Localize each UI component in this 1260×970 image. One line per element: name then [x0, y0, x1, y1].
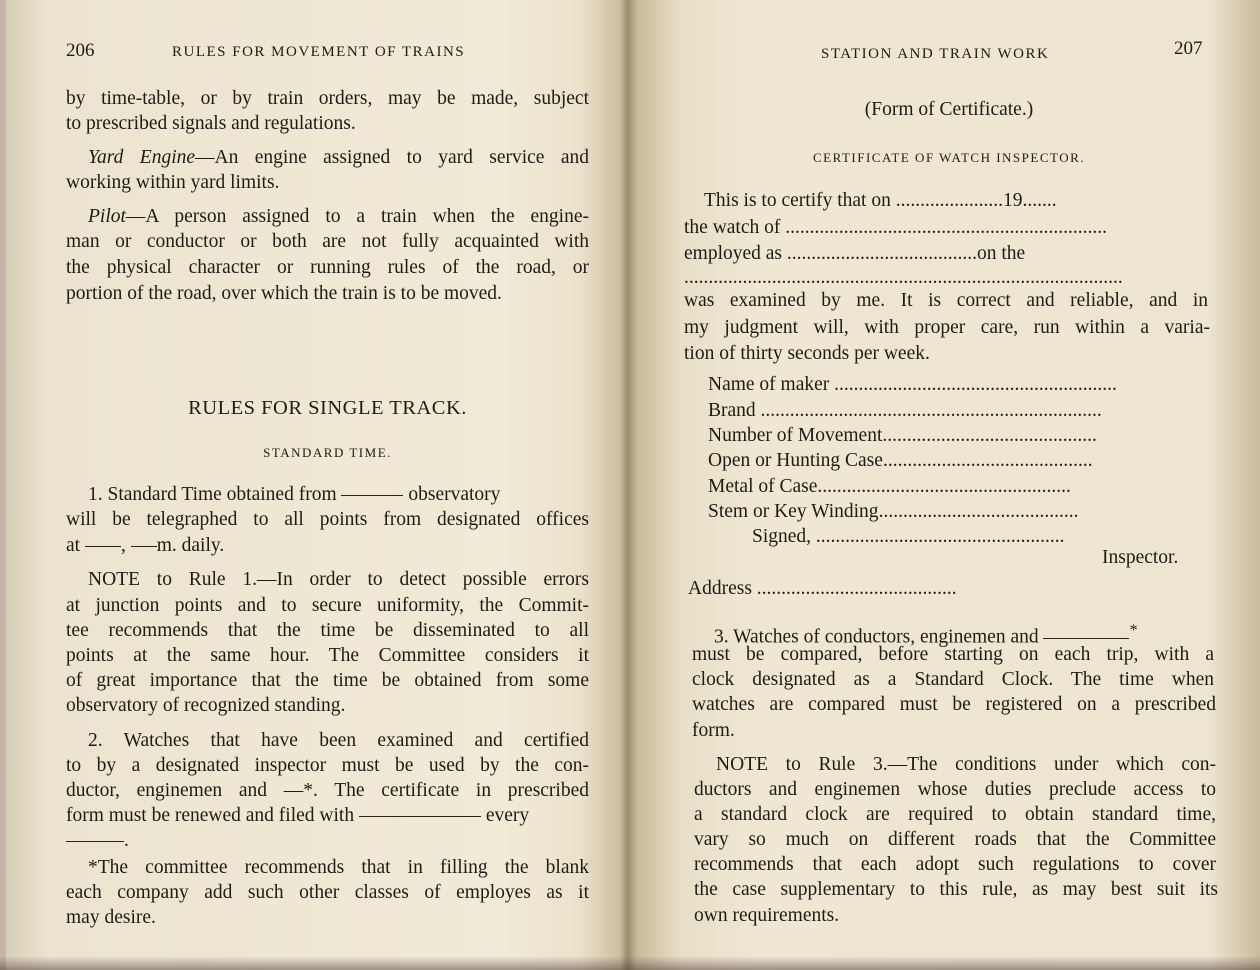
paragraph-line: tion of thirty seconds per week. — [684, 343, 930, 364]
paragraph-line: observatory of recognized standing. — [66, 695, 346, 716]
form-field: Number of Movement............................................ — [708, 425, 1097, 446]
paragraph-line: working within yard limits. — [66, 172, 280, 193]
rule-1-text: m. daily. — [156, 535, 225, 556]
rule-2-text: every — [485, 805, 530, 826]
right-page — [630, 0, 1260, 970]
rule-1-line — [88, 482, 589, 508]
right-page-number: 207 — [1174, 38, 1203, 59]
paragraph-line: my judgment will, with proper care, run within a varia- — [684, 317, 1210, 338]
certificate-text: on the — [977, 243, 1026, 264]
left-page-number: 206 — [66, 40, 95, 61]
form-title: (Form of Certificate.) — [864, 99, 1034, 120]
rule-1-text: at — [66, 535, 81, 556]
paragraph-line: watches are compared must be registered on a prescribed — [692, 694, 1216, 715]
term-pilot: Pilot — [88, 206, 126, 227]
blank-line — [1043, 638, 1129, 639]
certificate-text: the watch of — [684, 217, 781, 238]
form-field: Stem or Key Winding......................................... — [708, 501, 1079, 522]
certificate-title: CERTIFICATE OF WATCH INSPECTOR. — [812, 150, 1086, 165]
rule-2-text: . — [124, 830, 129, 851]
paragraph-line: a standard clock are required to obtain standard time, — [694, 804, 1216, 825]
rule-2-line — [66, 828, 589, 854]
form-field: Metal of Case.................................................... — [708, 476, 1071, 497]
term-yard-engine: Yard Engine — [88, 147, 196, 168]
blank-line — [131, 546, 157, 547]
certificate-text: employed as — [684, 243, 783, 264]
paragraph-line: to by a designated inspector must be used by the con- — [66, 755, 589, 776]
blank-line — [66, 841, 124, 842]
form-field: Open or Hunting Case........................................... — [708, 450, 1093, 471]
inspector-label: Inspector. — [1102, 547, 1179, 568]
paragraph-line: the case supplementary to this rule, as may best suit its — [694, 879, 1218, 900]
paragraph-line: the physical character or running rules of the road, or — [66, 257, 589, 278]
paragraph-line: ductors and enginemen whose duties preclude access to — [694, 779, 1216, 800]
paragraph-line: to prescribed signals and regulations. — [66, 113, 356, 134]
certificate-line: This is to certify that on ......................19....... — [704, 190, 1057, 211]
paragraph-line: form. — [692, 720, 735, 741]
section-title: RULES FOR SINGLE TRACK. — [188, 397, 467, 419]
paragraph-line: recommends that each adopt such regulations to cover — [694, 854, 1216, 875]
dotted-line: .......................................................................................... — [684, 267, 1123, 288]
blank-line — [85, 546, 121, 547]
paragraph-line: was examined by me. It is correct and reliable, and in — [684, 290, 1208, 311]
form-field: Brand ...................................................................... — [708, 400, 1102, 421]
signature-line: Signed, ................................................... — [752, 526, 1065, 547]
paragraph-line: must be compared, before starting on each trip, with a — [692, 644, 1214, 665]
subsection-title: STANDARD TIME. — [263, 445, 392, 460]
paragraph-line: 2. Watches that have been examined and certified — [88, 730, 589, 751]
address-line: Address ......................................... — [688, 578, 957, 599]
paragraph-line: will be telegraphed to all points from designated offices — [66, 509, 589, 530]
paragraph-line: at junction points and to secure uniformity, the Commit- — [66, 595, 589, 616]
footnote-mark: * — [1129, 621, 1138, 639]
paragraph-line: NOTE to Rule 1.—In order to detect possible errors — [88, 569, 589, 590]
paragraph-line: vary so much on different roads that the Committee — [694, 829, 1216, 850]
rule-3-text: 3. Watches of conductors, enginemen and — [714, 626, 1039, 648]
paragraph-line: clock designated as a Standard Clock. The time when — [692, 669, 1214, 690]
definition-text: —A person assigned to a train when the engine- — [125, 206, 589, 227]
form-field-label: Metal of Case — [708, 476, 818, 497]
paragraph-line: ductor, enginemen and —*. The certificate in prescribed — [66, 780, 589, 801]
paragraph-line: of great importance that the time be obtained from some — [66, 670, 589, 691]
paragraph-line: points at the same hour. The Committee considers it — [66, 645, 589, 666]
left-running-header: RULES FOR MOVEMENT OF TRAINS — [172, 44, 466, 60]
paragraph-line: own requirements. — [694, 905, 840, 926]
form-field-label: Open or Hunting Case — [708, 450, 883, 471]
form-field-label: Brand — [708, 400, 756, 421]
paragraph-line: portion of the road, over which the train is to be moved. — [66, 283, 502, 304]
form-field-label: Number of Movement — [708, 425, 883, 446]
paragraph-line: NOTE to Rule 3.—The conditions under which con- — [716, 754, 1216, 775]
rule-2-text: form must be renewed and filed with — [66, 805, 355, 826]
certificate-line: employed as .......................................on the — [684, 243, 1026, 264]
footnote-line: each company add such other classes of employes as it — [66, 882, 589, 903]
left-page — [0, 0, 620, 970]
definition-pilot — [88, 204, 589, 230]
right-running-header: STATION AND TRAIN WORK — [821, 46, 1050, 62]
form-field: Name of maker .......................................................... — [708, 374, 1117, 395]
rule-1-text: , — [120, 535, 126, 556]
blank-line — [359, 816, 481, 817]
certificate-line: the watch of .................................................................. — [684, 217, 1108, 238]
form-field-label: Name of maker — [708, 374, 830, 395]
rule-1-text: observatory — [408, 484, 501, 505]
certificate-text: This is to certify that on — [704, 190, 891, 211]
rule-1-line — [66, 533, 589, 559]
rule-1-text: 1. Standard Time obtained from — [88, 484, 337, 505]
signed-label: Signed, — [752, 526, 812, 547]
certificate-text: 19 — [1002, 190, 1023, 211]
paragraph-line: tee recommends that the time be disseminated to all — [66, 620, 589, 641]
blank-line — [341, 495, 403, 496]
definition-yard-engine — [88, 145, 589, 171]
page-bottom-edge — [0, 956, 1260, 970]
footnote-line: may desire. — [66, 907, 156, 928]
rule-2-line — [66, 803, 589, 829]
paragraph-line: by time-table, or by train orders, may be made, subject — [66, 88, 589, 109]
paragraph-line: man or conductor or both are not fully acquainted with — [66, 231, 589, 252]
footnote-line: *The committee recommends that in filling the blank — [88, 857, 589, 878]
form-field-label: Stem or Key Winding — [708, 501, 879, 522]
address-label: Address — [688, 578, 752, 599]
definition-text: —An engine assigned to yard service and — [195, 147, 590, 168]
